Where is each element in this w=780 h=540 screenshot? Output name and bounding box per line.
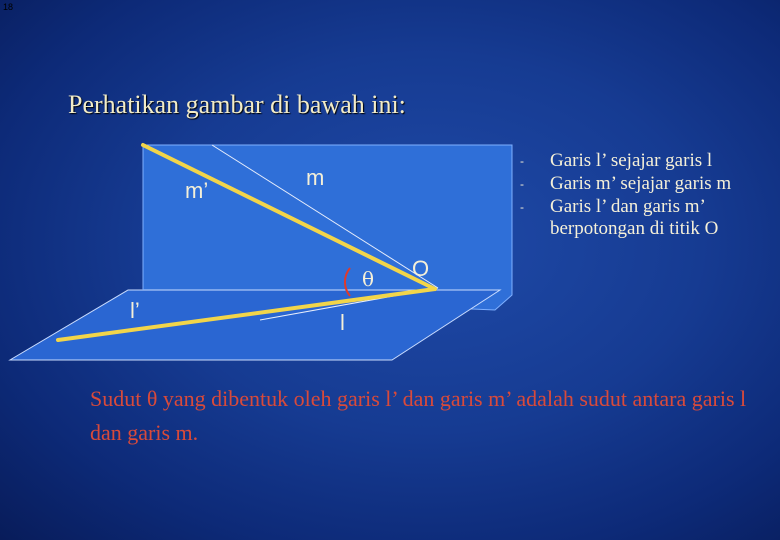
bullet-text: Garis l’ sejajar garis l <box>550 150 713 171</box>
bullet-item <box>520 173 775 195</box>
bullet-text: Garis l’ dan garis m’ berpotongan di titik O <box>550 196 719 239</box>
bullet-item <box>520 150 775 172</box>
slide-title: Perhatikan gambar di bawah ini: <box>68 90 406 119</box>
conclusion-text: Sudut θ yang dibentuk oleh garis l’ dan garis m’ adalah sudut antara garis l dan garis m. <box>90 386 747 445</box>
bullet-item <box>520 196 775 240</box>
label-m-prime: m’ <box>185 178 209 203</box>
slide-number: 18 <box>3 2 14 12</box>
label-theta: θ <box>362 267 375 291</box>
horizontal-plane <box>10 290 500 360</box>
bullet-marker: - <box>520 200 524 214</box>
bullet-text: Garis m’ sejajar garis m <box>550 173 732 194</box>
label-l-prime: l’ <box>130 298 140 323</box>
label-l: l <box>340 310 345 335</box>
vertical-plane <box>143 145 512 310</box>
label-m: m <box>306 165 325 190</box>
bullet-marker: - <box>520 154 524 168</box>
bullet-marker: - <box>520 177 524 191</box>
bullet-list <box>520 150 775 241</box>
label-o: O <box>412 256 430 281</box>
